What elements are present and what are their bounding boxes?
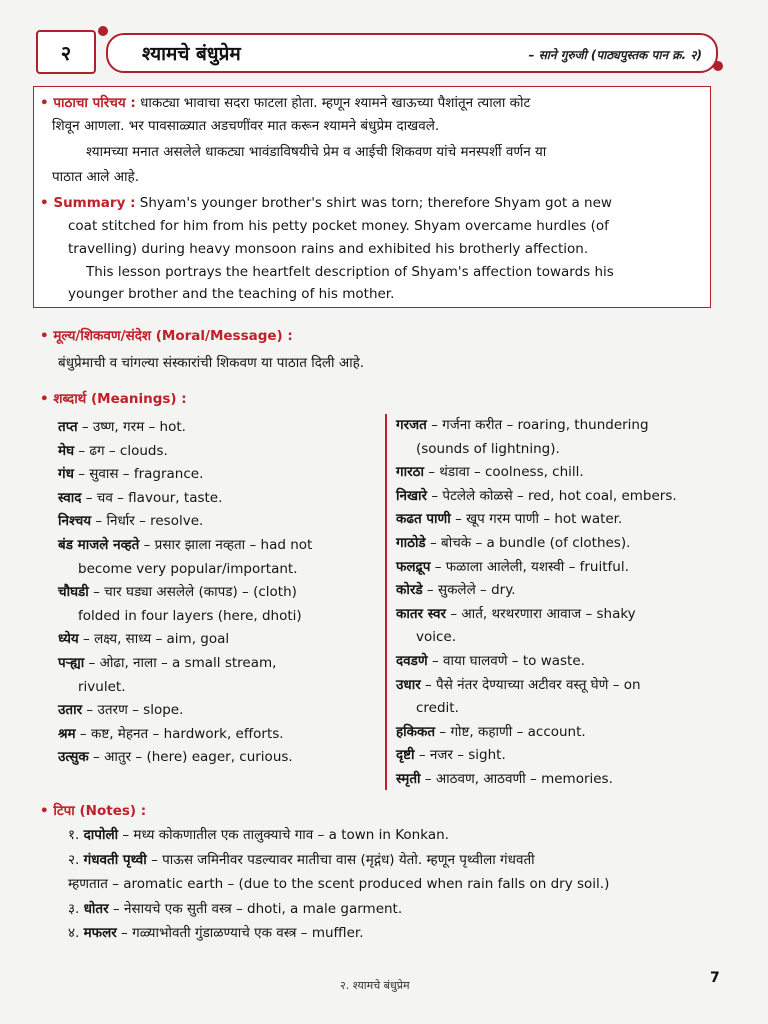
meaning-word: दृष्टी — [396, 747, 415, 764]
moral-text: बंधुप्रेमाची व चांगल्या संस्कारांची शिकवण या पाठात दिली आहे. — [58, 355, 365, 371]
meaning-entry — [78, 675, 384, 699]
chapter-number: २ — [60, 40, 72, 65]
meaning-definition: – निर्धार – resolve. — [91, 513, 204, 530]
meaning-definition: folded in four layers (here, dhoti) — [78, 607, 302, 624]
meaning-word: निखारे — [396, 487, 428, 504]
meaning-entry — [396, 743, 726, 767]
meaning-word: तप्त — [58, 419, 78, 435]
bullet-icon: • — [40, 803, 54, 819]
meaning-entry — [396, 484, 726, 508]
meaning-word: गरजत — [396, 417, 427, 433]
meaning-definition: – ढग – clouds. — [74, 442, 168, 459]
note-item — [68, 823, 728, 847]
intro-line-4: पाठात आले आहे. — [52, 169, 139, 185]
lesson-author: – साने गुरुजी (पाठ्यपुस्तक पान क्र. २) — [528, 48, 702, 62]
meaning-word: ध्येय — [58, 631, 79, 648]
meaning-definition: voice. — [416, 629, 457, 646]
meaning-entry — [58, 415, 384, 439]
meaning-definition: – आर्त, थरथरणारा आवाज – shaky — [446, 605, 636, 622]
note-definition: – नेसायचे एक सुती वस्त्र – dhoti, a male garment. — [108, 900, 403, 917]
summary-line-4: This lesson portrays the heartfelt description of Shyam's affection towards his — [86, 264, 614, 280]
notes-heading: • टिपा (Notes) : — [40, 803, 147, 819]
meaning-word: गाठोडे — [396, 535, 426, 551]
meaning-definition: – उष्ण, गरम – hot. — [77, 419, 186, 435]
meaning-definition: – वाया घालवणे – to waste. — [427, 653, 585, 669]
meaning-entry — [396, 578, 726, 602]
note-number: १. — [68, 827, 80, 843]
meaning-definition: – पैसे नंतर देण्याच्या अटीवर वस्तू घेणे – on — [420, 676, 641, 693]
meaning-entry — [58, 651, 384, 675]
meaning-definition: – आतुर – (here) eager, curious. — [88, 749, 293, 766]
meaning-definition: become very popular/important. — [78, 560, 298, 577]
meaning-definition: – पेटलेले कोळसे – red, hot coal, embers. — [427, 487, 677, 504]
note-item — [68, 921, 728, 945]
meaning-entry — [416, 696, 726, 720]
meaning-definition: – सुकलेले – dry. — [422, 582, 516, 599]
meaning-definition: – गोष्ट, कहाणी – account. — [435, 723, 586, 740]
moral-heading: • मूल्य/शिकवण/संदेश (Moral/Message) : — [40, 328, 293, 344]
meaning-word: उत्सुक — [58, 749, 89, 766]
note-number: २. — [68, 851, 80, 868]
meaning-entry — [58, 462, 384, 486]
meaning-entry — [396, 767, 726, 791]
meaning-word: कढत पाणी — [396, 511, 451, 528]
bullet-icon: • — [40, 328, 54, 344]
bullet-icon: • — [40, 391, 54, 407]
meaning-entry — [396, 507, 726, 531]
bullet-icon: • — [40, 195, 54, 211]
meaning-entry — [396, 649, 726, 673]
meaning-definition: – आठवण, आठवणी – memories. — [420, 771, 613, 787]
note-word: धोतर — [83, 900, 109, 917]
meaning-word: मेघ — [58, 442, 75, 459]
meaning-word: स्मृती — [396, 771, 421, 787]
meaning-entry — [396, 413, 726, 437]
intro-line-2: शिवून आणला. भर पावसाळ्यात अडचणींवर मात करून श्यामने बंधुप्रेम दाखवले. — [52, 118, 440, 134]
summary-label: Summary : — [53, 195, 136, 211]
meaning-definition: – चार घड्या असलेले (कापड) – (cloth) — [88, 584, 297, 601]
meaning-word: दवडणे — [396, 653, 428, 669]
meaning-word: चौघडी — [58, 584, 89, 601]
note-word: दापोली — [83, 827, 119, 843]
note-item — [68, 872, 728, 896]
meaning-word: हकिकत — [396, 723, 436, 740]
meaning-definition: credit. — [416, 700, 459, 717]
note-definition: – गळ्याभोवती गुंडाळण्याचे एक वस्त्र – muffler. — [116, 925, 364, 941]
meaning-definition: – गर्जना करीत – roaring, thundering — [426, 417, 649, 433]
meaning-word: कोरडे — [396, 582, 423, 599]
meaning-entry — [396, 602, 726, 626]
meaning-word: बंड माजले नव्हते — [58, 537, 140, 553]
meaning-word: उतार — [58, 702, 83, 719]
meaning-definition: – उतरण – slope. — [82, 702, 184, 719]
meaning-definition: – नजर – sight. — [414, 747, 506, 764]
meaning-word: फलद्रूप — [396, 558, 431, 575]
meaning-entry — [58, 439, 384, 463]
note-definition: – पाऊस जमिनीवर पडल्यावर मातीचा वास (मृद्गंध) येतो. म्हणून पृथ्वीला गंधवती — [146, 851, 535, 868]
meaning-entry — [396, 460, 726, 484]
note-word: गंधवती पृथ्वी — [83, 851, 147, 868]
note-number: ४. — [68, 925, 80, 941]
note-item — [68, 848, 728, 872]
meaning-entry — [396, 555, 726, 579]
summary-line-5: younger brother and the teaching of his mother. — [68, 286, 395, 302]
meaning-entry — [58, 509, 384, 533]
meaning-definition: – चव – flavour, taste. — [81, 489, 223, 506]
meaning-entry — [58, 486, 384, 510]
meaning-definition: – ओढा, नाला – a small stream, — [84, 655, 277, 671]
meaning-entry — [396, 720, 726, 744]
meaning-word: पऱ्ह्या — [58, 655, 85, 671]
meaning-word: निश्चय — [58, 513, 92, 530]
note-definition: – मध्य कोकणातील एक तालुक्याचे गाव – a town in Konkan. — [118, 827, 449, 843]
meaning-entry — [58, 627, 384, 651]
meaning-definition: – फळाला आलेली, यशस्वी – fruitful. — [430, 558, 629, 575]
meaning-entry — [416, 625, 726, 649]
bullet-icon: • — [40, 95, 54, 111]
meaning-entry — [396, 673, 726, 697]
meaning-entry — [58, 745, 384, 769]
meaning-entry — [78, 604, 384, 628]
meaning-word: उधार — [396, 676, 421, 693]
footer-lesson: २. श्यामचे बंधुप्रेम — [340, 979, 410, 992]
intro-line-1: • पाठाचा परिचय : धाकट्या भावाचा सदरा फाटला होता. म्हणून श्यामने खाऊच्या पैशांतून त्याला कोट — [40, 95, 531, 111]
meaning-word: स्वाद — [58, 489, 82, 506]
meaning-definition: – सुवास – fragrance. — [73, 466, 204, 483]
intro-line-3: श्यामच्या मनात असलेले धाकट्या भावंडाविषयीचे प्रेम व आईची शिकवण यांचे मनस्पर्शी वर्णन या — [86, 144, 547, 160]
meaning-entry — [58, 580, 384, 604]
note-word: मफलर — [83, 925, 117, 941]
meaning-word: गारठा — [396, 464, 424, 481]
note-definition: म्हणतात – aromatic earth – (due to the scent produced when rain falls on dry soil.) — [68, 876, 610, 892]
title-banner — [106, 33, 718, 73]
column-divider — [385, 414, 387, 790]
meaning-entry — [58, 533, 384, 557]
meaning-definition: – बोचके – a bundle (of clothes). — [425, 535, 631, 551]
meaning-entry — [416, 437, 726, 461]
decorative-knot-icon — [98, 26, 108, 36]
meaning-definition: – प्रसार झाला नव्हता – had not — [139, 537, 313, 553]
meaning-word: कातर स्वर — [396, 605, 447, 622]
meaning-entry — [58, 722, 384, 746]
meaning-definition: – थंडावा – coolness, chill. — [423, 464, 584, 481]
meaning-definition: (sounds of lightning). — [416, 440, 560, 457]
summary-line-3: travelling) during heavy monsoon rains and exhibited his brotherly affection. — [68, 241, 589, 257]
meaning-entry — [396, 531, 726, 555]
meaning-entry — [58, 698, 384, 722]
note-number: ३. — [68, 900, 80, 917]
intro-label: पाठाचा परिचय : — [53, 95, 136, 111]
note-item — [68, 897, 728, 921]
meaning-definition: – खूप गरम पाणी – hot water. — [450, 511, 623, 528]
meaning-definition: rivulet. — [78, 678, 126, 695]
lesson-title: श्यामचे बंधुप्रेम — [142, 43, 241, 65]
meaning-word: श्रम — [58, 725, 76, 742]
page-number: 7 — [710, 970, 720, 986]
meaning-entry — [78, 557, 384, 581]
chapter-number-box — [36, 30, 96, 74]
meanings-heading: • शब्दार्थ (Meanings) : — [40, 391, 187, 407]
meaning-definition: – लक्ष्य, साध्य – aim, goal — [78, 631, 230, 648]
meaning-word: गंध — [58, 466, 74, 483]
meaning-definition: – कष्ट, मेहनत – hardwork, efforts. — [75, 725, 284, 742]
summary-line-1: • Summary : Shyam's younger brother's shirt was torn; therefore Shyam got a new — [40, 195, 612, 211]
summary-line-2: coat stitched for him from his petty pocket money. Shyam overcame hurdles (of — [68, 218, 609, 234]
